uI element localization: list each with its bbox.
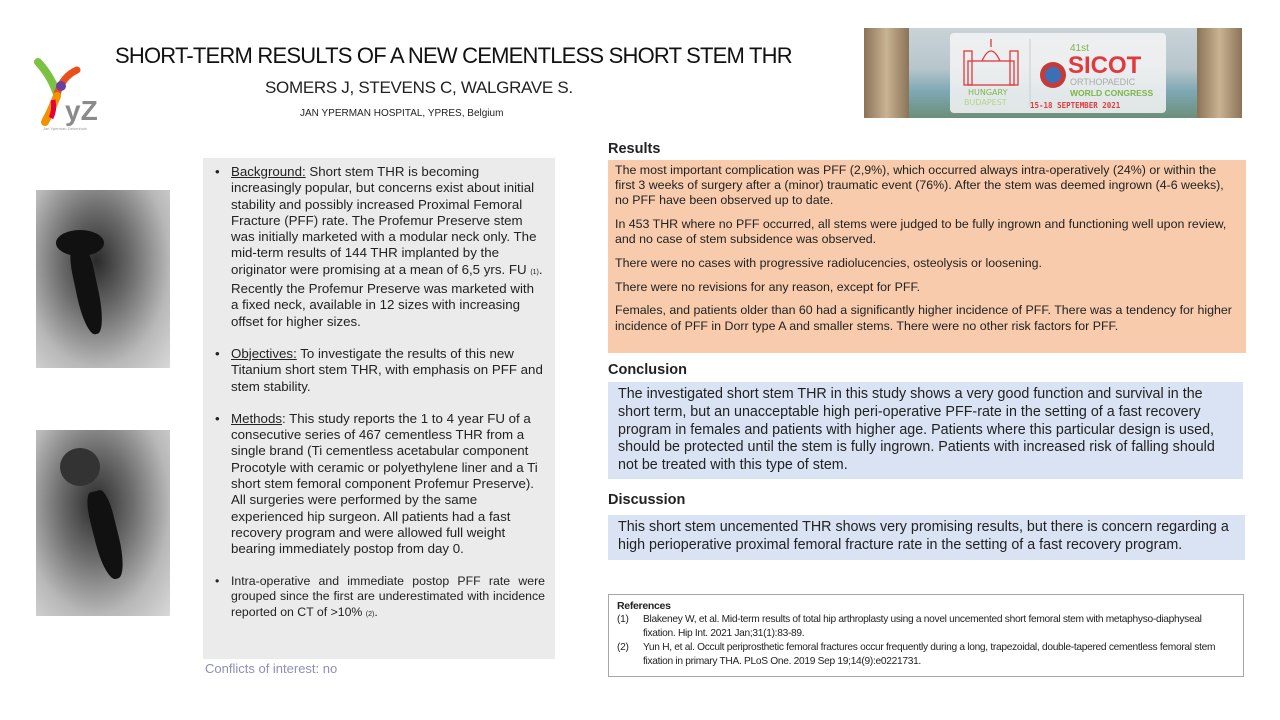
note-text: Intra-operative and immediate postop PFF rate were grouped since the first are underestimated with incidence reported on CT of >10% (231, 573, 545, 619)
reference-item (617, 613, 1235, 641)
results-paragraph: The most important complication was PFF (2,9%), which occurred always intra-operatively (24%) or within the first 3 weeks of surgery after a (minor) traumatic event (76%). After the stem was deemed ingrown (4-6 weeks), no PFF have been observed up to date. (615, 163, 1224, 208)
methods-item (213, 411, 545, 558)
poster-title: SHORT-TERM RESULTS OF A NEW CEMENTLESS SHORT STEM THR (115, 43, 792, 68)
conflicts-of-interest: Conflicts of interest: no (205, 661, 338, 676)
background-text-2: . Recently the Profemur Preserve was marketed with a fixed neck, available in 12 sizes with increasing offset for higher sizes. (231, 261, 543, 329)
banner-city: BUDAPEST (964, 98, 1007, 107)
conclusion-box: The investigated short stem THR in this study shows a very good function and survival in the short term, but an unacceptable high peri-operative PFF-rate in the setting of a fast recovery program in females and patients with higher age. Patients where this particular design is used, should be protected until the stem is fully ingrown. Patients with increased risk of falling should not be treated with this type of stem. (608, 382, 1243, 479)
reference-number: (1) (617, 614, 629, 625)
reference-text: Blakeney W, et al. Mid-term results of total hip arthroplasty using a novel uncemented short femoral stem with metaphyso-diaphyseal fixation. Hip Int. 2021 Jan;31(1):83-89. (643, 614, 1202, 639)
results-paragraph: In 453 THR where no PFF occurred, all stems were judged to be fully ingrown and functioning well upon review, and no case of stem subsidence was observed. (615, 217, 1227, 247)
methods-text: : This study reports the 1 to 4 year FU of a consecutive series of 467 cementless THR from a single brand (Ti cementless acetabular component Procotyle with ceramic or polyethylene liner and a Ti short stem femoral component Profemur Preserve). All surgeries were performed by the same experienced hip surgeon. All patients had a fast recovery program and were allowed full weight bearing immediately postop from day 0. (231, 410, 538, 557)
background-item (213, 164, 545, 330)
references-box (608, 594, 1244, 677)
note-ref: (2) (365, 610, 375, 618)
reference-item (617, 641, 1235, 669)
svg-text:yZ: yZ (65, 95, 98, 126)
discussion-heading: Discussion (608, 492, 686, 508)
reference-number: (2) (617, 642, 629, 653)
xray-image-1 (36, 190, 170, 368)
conclusion-heading: Conclusion (608, 362, 687, 378)
banner-dates: 15-18 SEPTEMBER 2021 (1030, 101, 1121, 110)
background-methods-panel (203, 158, 555, 659)
authors: SOMERS J, STEVENS C, WALGRAVE S. (265, 78, 573, 97)
note-item (213, 574, 545, 623)
congress-banner (864, 28, 1242, 118)
results-box (608, 160, 1246, 353)
objectives-item (213, 346, 545, 395)
banner-edition: 41st (1070, 43, 1089, 54)
discussion-box: This short stem uncemented THR shows very promising results, but there is concern regarding a high perioperative proximal femoral fracture rate in the setting of a fast recovery program. (608, 515, 1245, 560)
objectives-label: Objectives: (231, 345, 297, 361)
institution: JAN YPERMAN HOSPITAL, YPRES, Belgium (300, 108, 504, 119)
results-heading: Results (608, 141, 661, 157)
background-ref: (1) (530, 268, 539, 276)
references-heading: References (617, 600, 671, 612)
objectives-text: To investigate the results of this new Titanium short stem THR, with emphasis on PFF and stem stability. (231, 345, 543, 394)
results-paragraph: Females, and patients older than 60 had a significantly higher incidence of PFF. There was a tendency for higher incidence of PFF in Dorr type A and smaller stems. There were no other risk factors for PFF. (615, 303, 1232, 333)
banner-org: SICOT (1068, 52, 1142, 79)
background-label: Background: (231, 164, 306, 179)
banner-line2: WORLD CONGRESS (1070, 88, 1154, 98)
results-paragraph: There were no revisions for any reason, except for PFF. (615, 279, 921, 294)
results-paragraph: There were no cases with progressive radiolucencies, osteolysis or loosening. (615, 256, 1042, 271)
hospital-logo (33, 56, 115, 132)
banner-line1: ORTHOPAEDIC (1070, 77, 1136, 87)
svg-text:Jan Yperman Ziekenhuis: Jan Yperman Ziekenhuis (43, 126, 87, 131)
xray-image-2 (36, 430, 170, 616)
note-end: . (374, 604, 378, 619)
methods-label: Methods (231, 410, 282, 426)
banner-country: HUNGARY (968, 88, 1008, 97)
reference-text: Yun H, et al. Occult periprosthetic femoral fractures occur frequently during a long, trapezoidal, double-tapered cementless femoral stem fixation in primary THA. PLoS One. 2019 Sep 19;14(9):e0221731. (643, 642, 1216, 667)
background-text: Short stem THR is becoming increasingly popular, but concerns exist about initial stability and possibly increased Proximal Femoral Fracture (PFF) rate. The Profemur Preserve stem was initially marketed with a modular neck only. The mid-term results of 144 THR implanted by the originator were promising at a mean of 6,5 yrs. FU (231, 164, 537, 277)
